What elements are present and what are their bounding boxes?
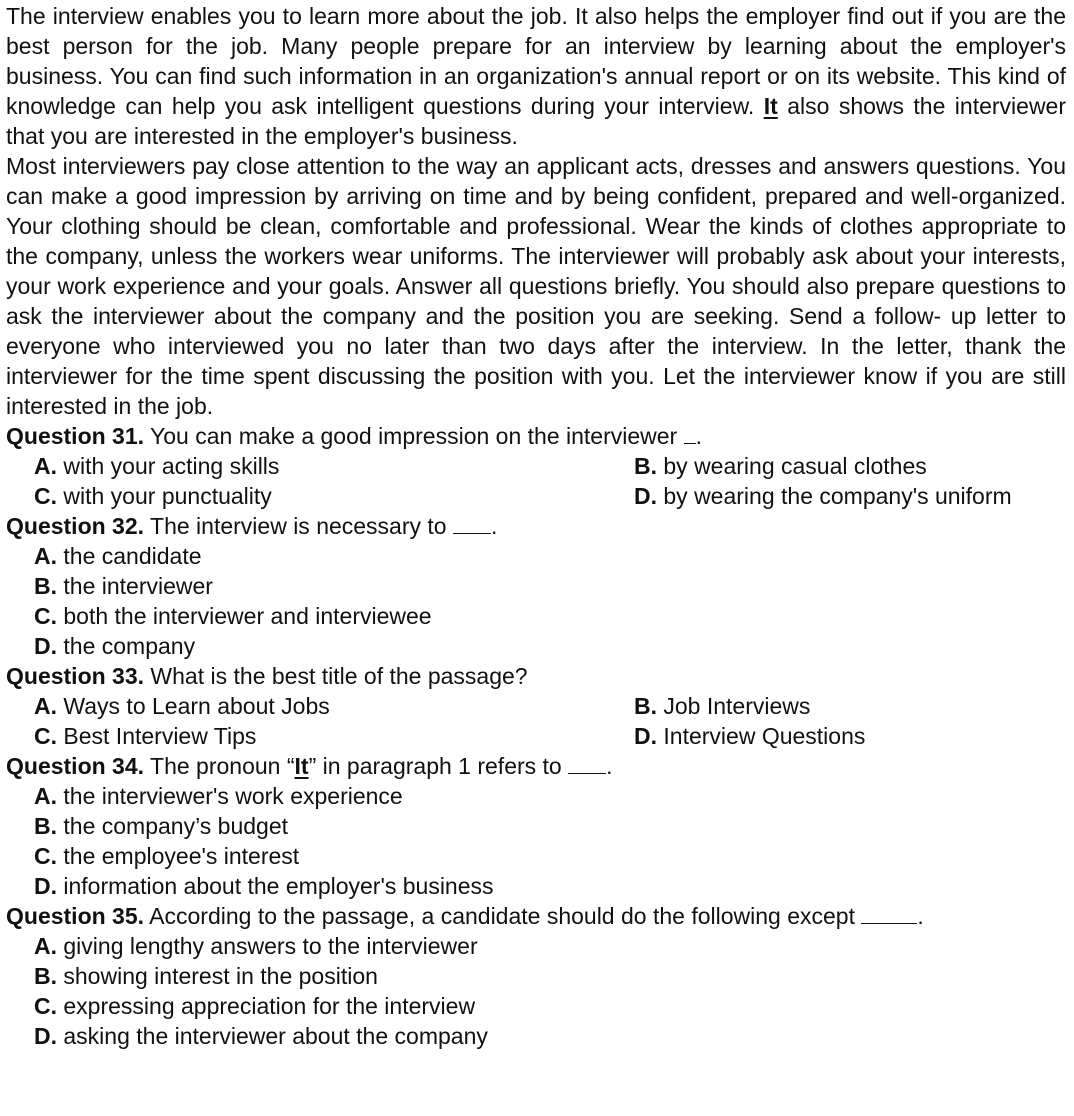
q32-option-d[interactable]: D. the company (34, 633, 196, 659)
q32-option-c[interactable]: C. both the interviewer and interviewee (34, 603, 432, 629)
passage-paragraph-1: The interview enables you to learn more about the job. It also helps the employer find out if you are the best person for the job. Many people prepare for an interview by learning about the employer's business. You can find such information in an organization's annual report or on its website. This kind of knowledge can help you ask intelligent questions during your interview. It also shows the interviewer that you are interested in the employer's business. (6, 3, 1067, 149)
q32-option-a[interactable]: A. the candidate (34, 543, 202, 569)
q34-option-c[interactable]: C. the employee's interest (34, 843, 300, 869)
question-34-options (6, 781, 1066, 901)
question-32-stem: Question 32. The interview is necessary to . (6, 513, 498, 539)
q31-option-a[interactable]: A. with your acting skills (34, 453, 280, 479)
q35-option-c[interactable]: C. expressing appreciation for the interview (34, 993, 476, 1019)
q31-option-d[interactable]: D. by wearing the company's uniform (634, 483, 1012, 509)
reading-passage (6, 1, 1066, 421)
question-31-options (6, 451, 1066, 511)
q31-option-c[interactable]: C. with your punctuality (34, 483, 272, 509)
q33-option-b[interactable]: B. Job Interviews (634, 693, 811, 719)
question-32-options (6, 541, 1066, 661)
q33-option-c[interactable]: C. Best Interview Tips (34, 723, 257, 749)
q35-option-a[interactable]: A. giving lengthy answers to the interviewer (34, 933, 478, 959)
q33-option-a[interactable]: A. Ways to Learn about Jobs (34, 693, 330, 719)
q32-option-b[interactable]: B. the interviewer (34, 573, 213, 599)
answer-blank (568, 753, 606, 774)
document (6, 1, 1066, 1051)
underlined-pronoun-it: It (763, 93, 778, 119)
question-35-options (6, 931, 1066, 1051)
question-33-stem: Question 33. What is the best title of the passage? (6, 663, 528, 689)
question-31-stem: Question 31. You can make a good impression on the interviewer . (6, 423, 702, 449)
underlined-pronoun-it: It (294, 753, 309, 779)
answer-blank (453, 513, 491, 534)
q31-option-b[interactable]: B. by wearing casual clothes (634, 453, 927, 479)
question-34-stem: Question 34. The pronoun “It” in paragraph 1 refers to . (6, 753, 613, 779)
q35-option-b[interactable]: B. showing interest in the position (34, 963, 378, 989)
question-35-stem: Question 35. According to the passage, a candidate should do the following except . (6, 903, 924, 929)
q34-option-a[interactable]: A. the interviewer's work experience (34, 783, 403, 809)
q34-option-b[interactable]: B. the company’s budget (34, 813, 289, 839)
question-33-options (6, 691, 1066, 751)
q33-option-d[interactable]: D. Interview Questions (634, 723, 866, 749)
passage-paragraph-2: Most interviewers pay close attention to the way an applicant acts, dresses and answers questions. You can make a good impression by arriving on time and by being confident, prepared and well-organized. Your clothing should be clean, comfortable and professional. Wear the kinds of clothes appropriate to the company, unless the workers wear uniforms. The interviewer will probably ask about your interests, your work experience and your goals. Answer all questions briefly. You should also prepare questions to ask the interviewer about the company and the position you are seeking. Send a follow- up letter to everyone who interviewed you no later than two days after the interview. In the letter, thank the interviewer for the time spent discussing the position with you. Let the interviewer know if you are still interested in the job. (6, 153, 1066, 419)
q34-option-d[interactable]: D. information about the employer's business (34, 873, 494, 899)
q35-option-d[interactable]: D. asking the interviewer about the company (34, 1023, 488, 1049)
answer-blank (861, 903, 917, 924)
answer-blank (684, 423, 696, 444)
